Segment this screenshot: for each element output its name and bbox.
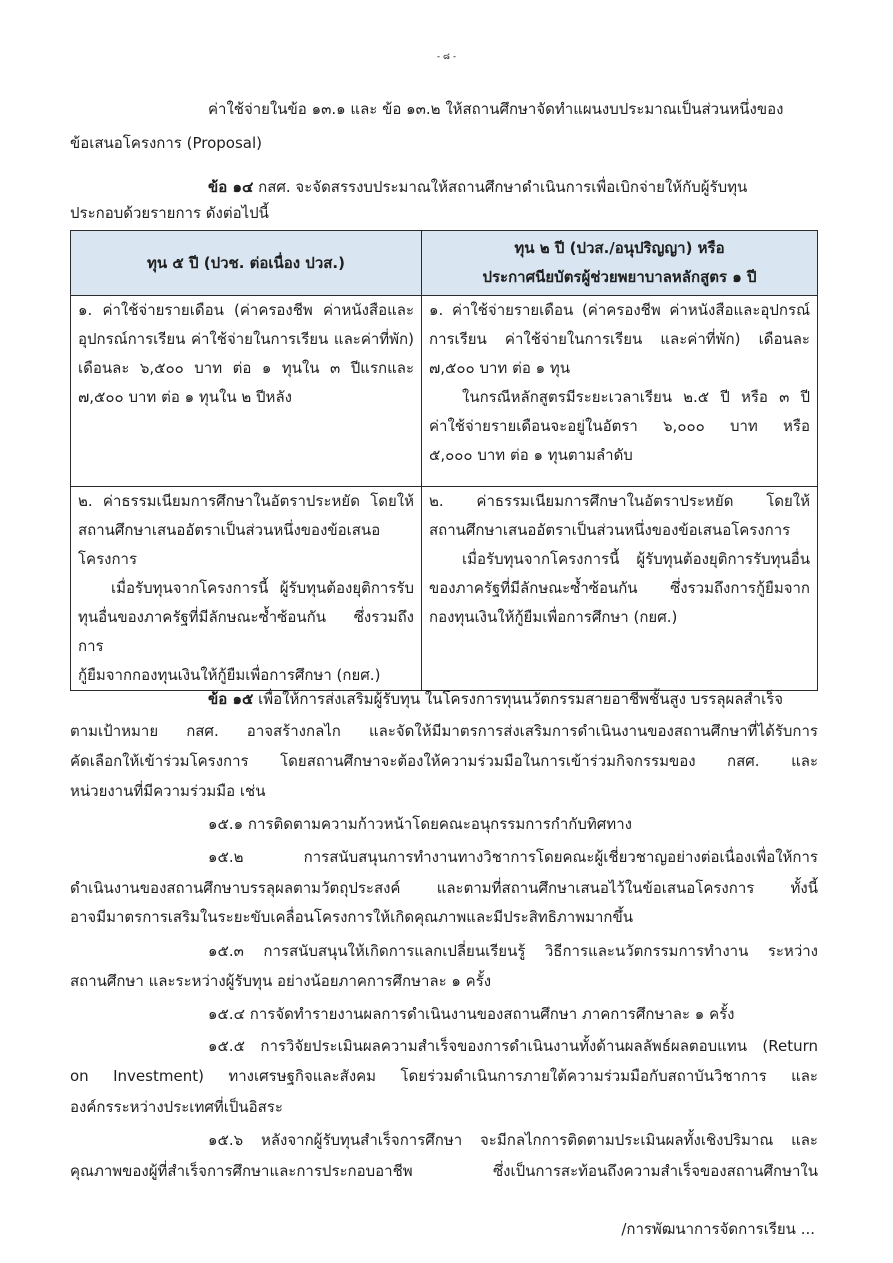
sub-15-2-line-3: อาจมีมาตรการเสริมในระยะขับเคลื่อนโครงการให้เกิดคุณภาพและมีประสิทธิภาพมากขึ้น: [70, 908, 634, 926]
sub-15-3-line-2: สถานศึกษา และระหว่างผู้รับทุน อย่างน้อยภาคการศึกษาละ ๑ ครั้ง: [70, 972, 492, 990]
header-col-2yr: ทุน ๒ ปี (ปวส./อนุปริญญา) หรือ ประกาศนียบัตรผู้ช่วยพยาบาลหลักสูตร ๑ ปี: [422, 231, 818, 296]
continuation-note: /การพัฒนาการจัดการเรียน ...: [621, 1220, 815, 1238]
clause-14-label: ข้อ ๑๔: [208, 178, 254, 196]
sub-15-1: ๑๕.๑ การติดตามความก้าวหน้าโดยคณะอนุกรรมการกำกับทิศทาง: [208, 815, 632, 833]
sub-15-6-line-1: ๑๕.๖ หลังจากผู้รับทุนสำเร็จการศึกษา จะมีกลไกการติดตามประเมินผลทั้งเชิงปริมาณ และ: [208, 1131, 818, 1149]
sub-15-5-line-3: องค์กรระหว่างประเทศที่เป็นอิสระ: [70, 1098, 283, 1116]
clause-15-text: เพื่อให้การส่งเสริมผู้รับทุน ในโครงการทุนนวัตกรรมสายอาชีพชั้นสูง บรรลุผลสำเร็จ: [258, 690, 784, 708]
table-row: [71, 296, 818, 487]
clause-14-text: กสศ. จะจัดสรรงบประมาณให้สถานศึกษาดำเนินการเพื่อเบิกจ่ายให้กับผู้รับทุน: [258, 178, 748, 196]
cell-monthly-2yr: ๑. ค่าใช้จ่ายรายเดือน (ค่าครองชีพ ค่าหนังสือและอุปกรณ์ การเรียน ค่าใช้จ่ายในการเรียน และค่าที่พัก) เดือนละ ๗,๕๐๐ บาท ต่อ ๑ ทุน ในกรณีหลักสูตรมีระยะเวลาเรียน ๒.๕ ปี หรือ ๓ ปี ค่าใช้จ่ายรายเดือนจะอยู่ในอัตรา ๖,๐๐๐ บาท หรือ ๕,๐๐๐ บาท ต่อ ๑ ทุนตามลำดับ: [422, 296, 818, 487]
sub-15-3-line-1: ๑๕.๓ การสนับสนุนให้เกิดการแลกเปลี่ยนเรียนรู้ วิธีการและนวัตกรรมการทำงาน ระหว่าง: [208, 942, 818, 960]
sub-15-2-line-1: ๑๕.๒ การสนับสนุนการทำงานทางวิชาการโดยคณะผู้เชี่ยวชาญอย่างต่อเนื่องเพื่อให้การ: [208, 848, 818, 866]
sub-15-4: ๑๕.๔ การจัดทำรายงานผลการดำเนินงานของสถานศึกษา ภาคการศึกษาละ ๑ ครั้ง: [208, 1005, 735, 1023]
sub-15-2-line-2: ดำเนินงานของสถานศึกษาบรรลุผลตามวัตถุประสงค์ และตามที่สถานศึกษาเสนอไว้ในข้อเสนอโครงการ ทั้งนี้: [70, 879, 818, 897]
intro-line-2: ข้อเสนอโครงการ (Proposal): [70, 134, 262, 152]
sub-15-5-line-1: ๑๕.๕ การวิจัยประเมินผลความสำเร็จของการดำเนินงานทั้งด้านผลลัพธ์ผลตอบแทน (Return: [208, 1037, 818, 1055]
sub-15-6-line-2: คุณภาพของผู้ที่สำเร็จการศึกษาและการประกอบอาชีพ ซึ่งเป็นการสะท้อนถึงความสำเร็จของสถานศึกษาใน: [70, 1162, 818, 1180]
clause-14-line-2: ประกอบด้วยรายการ ดังต่อไปนี้: [70, 204, 269, 222]
clause-15-line-3: คัดเลือกให้เข้าร่วมโครงการ โดยสถานศึกษาจะต้องให้ความร่วมมือในการเข้าร่วมกิจกรรมของ กสศ. และ: [70, 752, 818, 770]
table-row: [71, 487, 818, 691]
intro-line-1: ค่าใช้จ่ายในข้อ ๑๓.๑ และ ข้อ ๑๓.๒ ให้สถานศึกษาจัดทำแผนงบประมาณเป็นส่วนหนึ่งของ: [208, 100, 784, 118]
clause-15-line-4: หน่วยงานที่มีความร่วมมือ เช่น: [70, 782, 266, 800]
grant-table: [70, 230, 818, 691]
clause-15-line-2: ตามเป้าหมาย กสศ. อาจสร้างกลไก และจัดให้มีมาตรการส่งเสริมการดำเนินงานของสถานศึกษาที่ได้รับการ: [70, 722, 818, 740]
cell-tuition-5yr: ๒. ค่าธรรมเนียมการศึกษาในอัตราประหยัด โดยให้ สถานศึกษาเสนออัตราเป็นส่วนหนึ่งของข้อเสนอ โครงการ เมื่อรับทุนจากโครงการนี้ ผู้รับทุนต้องยุติการรับ ทุนอื่นของภาครัฐที่มีลักษณะซ้ำซ้อนกัน ซึ่งรวมถึงการ กู้ยืมจากกองทุนเงินให้กู้ยืมเพื่อการศึกษา (กยศ.): [71, 487, 422, 691]
clause-15-label: ข้อ ๑๕: [208, 690, 254, 708]
page-number: - ๘ -: [436, 52, 457, 62]
clause-15-line-1: [208, 688, 818, 710]
table-header-row: [71, 231, 818, 296]
clause-14-line-1: [208, 176, 747, 198]
header-col-5yr: ทุน ๕ ปี (ปวช. ต่อเนื่อง ปวส.): [71, 231, 422, 296]
cell-tuition-2yr: ๒. ค่าธรรมเนียมการศึกษาในอัตราประหยัด โดยให้ สถานศึกษาเสนออัตราเป็นส่วนหนึ่งของข้อเสนอโครงการ เมื่อรับทุนจากโครงการนี้ ผู้รับทุนต้องยุติการรับทุนอื่น ของภาครัฐที่มีลักษณะซ้ำซ้อนกัน ซึ่งรวมถึงการกู้ยืมจาก กองทุนเงินให้กู้ยืมเพื่อการศึกษา (กยศ.): [422, 487, 818, 691]
cell-monthly-5yr: ๑. ค่าใช้จ่ายรายเดือน (ค่าครองชีพ ค่าหนังสือและ อุปกรณ์การเรียน ค่าใช้จ่ายในการเรียน และค่าที่พัก) เดือนละ ๖,๕๐๐ บาท ต่อ ๑ ทุนใน ๓ ปีแรกและ ๗,๕๐๐ บาท ต่อ ๑ ทุนใน ๒ ปีหลัง: [71, 296, 422, 487]
sub-15-5-line-2: on Investment) ทางเศรษฐกิจและสังคม โดยร่วมดำเนินการภายใต้ความร่วมมือกับสถาบันวิชาการ และ: [70, 1067, 818, 1085]
